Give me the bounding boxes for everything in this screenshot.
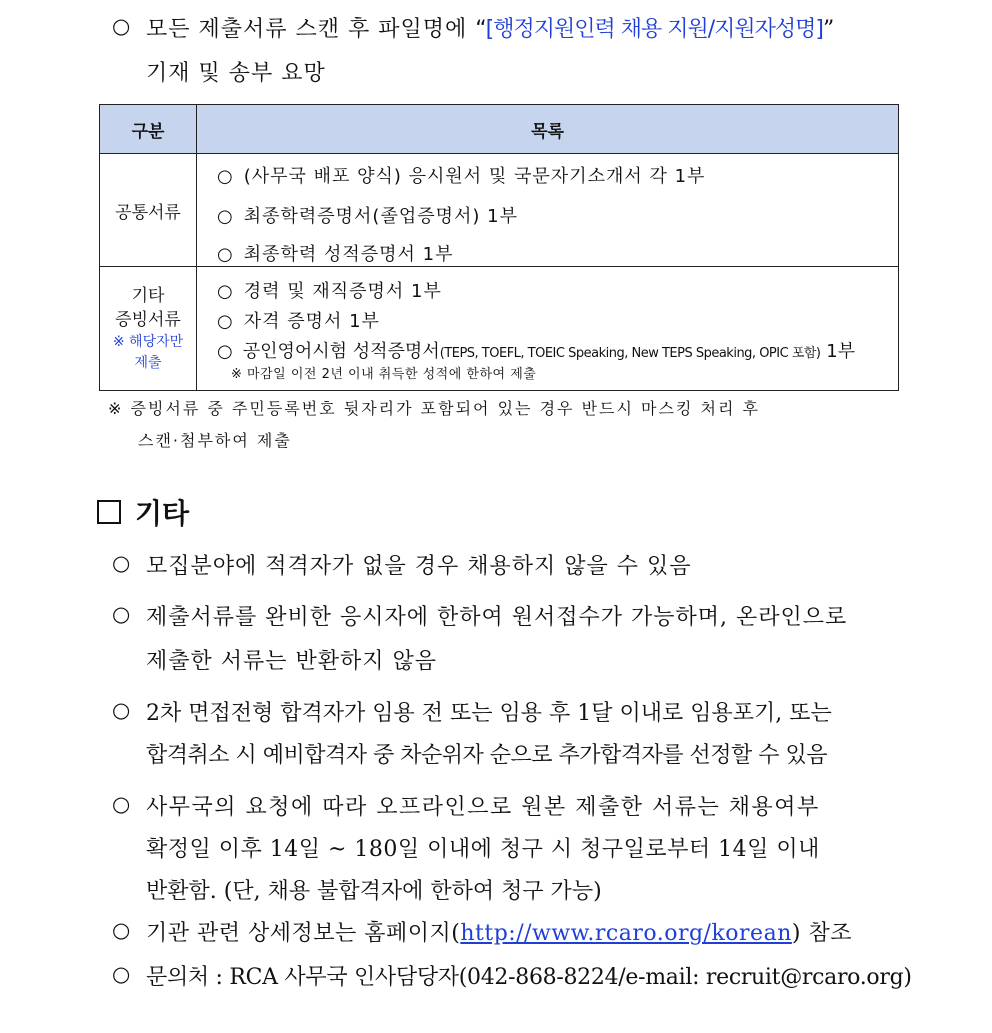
filename-format: [행정지원인력 채용 지원/지원자성명] [485, 17, 824, 42]
section-bullet-4: 사무국의 요청에 따라 오프라인으로 원본 제출한 서류는 채용여부 [146, 795, 820, 820]
list-item [197, 238, 898, 266]
list-item [197, 162, 898, 202]
category-common [100, 154, 197, 267]
item-text: (사무국 배포 양식) 응시원서 및 국문자기소개서 각 1부 [243, 166, 706, 187]
homepage-line [146, 916, 852, 947]
required-documents-table [99, 104, 899, 391]
category-label: 기타 [131, 285, 165, 306]
item-note: (TEPS, TOEFL, TOEIC Speaking, New TEPS Speaking, OPIC 포함) [439, 346, 821, 361]
section-title: 기타 [135, 497, 190, 530]
masking-note-2: 스캔·첨부하여 제출 [138, 431, 292, 450]
section-bullet-2-cont: 제출한 서류는 반환하지 않음 [146, 649, 438, 674]
bullet-marker: ○ [112, 962, 131, 986]
bullet-marker: ○ [112, 14, 131, 38]
item-text: 경력 및 재직증명서 1부 [243, 281, 442, 302]
item-text: 최종학력 성적증명서 1부 [243, 244, 454, 265]
item-list [197, 267, 899, 391]
section-heading [97, 492, 189, 532]
homepage-text: 기관 관련 상세정보는 홈페이지( [146, 921, 461, 946]
filename-open-quote: “ [475, 17, 486, 42]
item-text: 공인영어시험 성적증명서 [242, 341, 440, 362]
score-validity-note: ※ 마감일 이전 2년 이내 취득한 성적에 한하여 제출 [231, 367, 537, 382]
circle-marker: ○ [217, 281, 234, 302]
category-label: 공통서류 [115, 202, 181, 223]
bullet-marker: ○ [112, 602, 131, 626]
item-list [197, 154, 899, 267]
category-note: ※ 해당자만 [112, 333, 184, 350]
section-bullet-1: 모집분야에 적격자가 없을 경우 채용하지 않을 수 있음 [146, 554, 692, 579]
circle-marker: ○ [217, 341, 233, 362]
intro-text: 모든 제출서류 스캔 후 파일명에 [146, 17, 476, 42]
item-text: 1부 [820, 341, 856, 362]
item-text: 최종학력증명서(졸업증명서) 1부 [243, 206, 518, 227]
homepage-text: ) 참조 [791, 921, 852, 946]
intro-line-1 [146, 12, 835, 43]
section-bullet-4-cont: 확정일 이후 14일 ~ 180일 이내에 청구 시 청구일로부터 14일 이내 [146, 837, 820, 862]
list-item [197, 277, 898, 307]
header-list: 목록 [197, 105, 899, 154]
circle-marker: ○ [217, 206, 234, 227]
list-item [197, 307, 898, 337]
list-item [197, 337, 898, 363]
header-category: 구분 [100, 105, 197, 154]
category-note: 제출 [134, 354, 162, 371]
circle-marker: ○ [217, 244, 234, 265]
bullet-marker: ○ [112, 551, 131, 575]
section-bullet-2: 제출서류를 완비한 응시자에 한하여 원서접수가 가능하며, 온라인으로 [146, 605, 848, 630]
homepage-link[interactable]: http://www.rcaro.org/korean [460, 921, 792, 946]
list-item [197, 202, 898, 238]
item-text: 자격 증명서 1부 [243, 311, 380, 332]
checkbox-square-icon [97, 500, 121, 524]
section-bullet-4-cont2: 반환함. (단, 채용 불합격자에 한하여 청구 가능) [146, 879, 602, 904]
masking-note: ※ 증빙서류 중 주민등록번호 뒷자리가 포함되어 있는 경우 반드시 마스킹 처리 후 [108, 399, 760, 418]
contact-line: 문의처 : RCA 사무국 인사담당자(042-868-8224/e-mail: recruit@rcaro.org) [146, 965, 912, 990]
intro-line-2: 기재 및 송부 요망 [146, 61, 326, 86]
table-header-row [100, 105, 899, 154]
category-other [100, 267, 197, 391]
bullet-marker: ○ [112, 918, 131, 942]
table-row [100, 154, 899, 267]
category-label: 증빙서류 [115, 309, 181, 330]
table-row [100, 267, 899, 391]
bullet-marker: ○ [112, 792, 131, 816]
circle-marker: ○ [217, 166, 234, 187]
filename-close-quote: ” [823, 17, 836, 42]
section-bullet-3-cont: 합격취소 시 예비합격자 중 차순위자 순으로 추가합격자를 선정할 수 있음 [146, 743, 828, 768]
bullet-marker: ○ [112, 698, 131, 722]
circle-marker: ○ [217, 311, 234, 332]
section-bullet-3: 2차 면접전형 합격자가 임용 전 또는 임용 후 1달 이내로 임용포기, 또는 [146, 701, 832, 726]
